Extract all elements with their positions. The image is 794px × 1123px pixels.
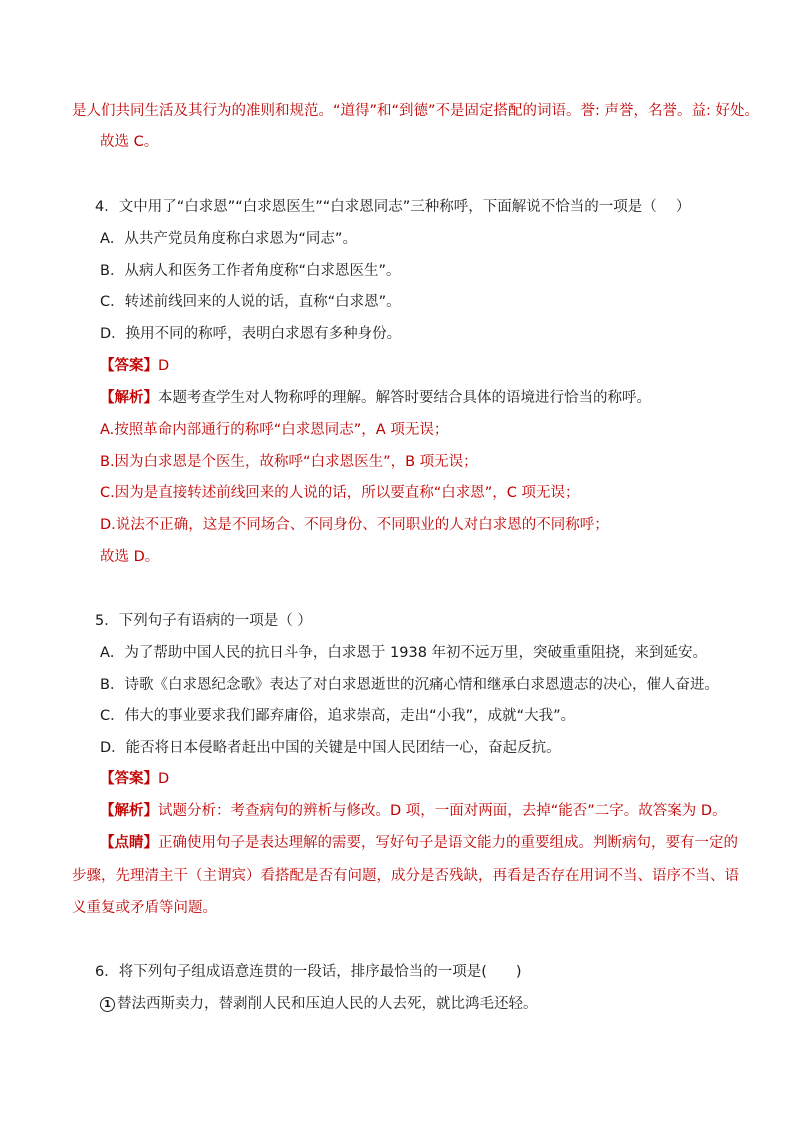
circled-number-1: 1 bbox=[100, 997, 115, 1012]
q4-analysis-text: 本题考查学生对人物称呼的理解。解答时要结合具体的语境进行恰当的称呼。 bbox=[158, 390, 651, 406]
q5-tip-text-1: 正确使用句子是表达理解的需要，写好句子是语文能力的重要组成。判断病句，要有一定的 bbox=[158, 835, 738, 851]
q4-explain-b: B.因为白求恩是个医生，故称呼“白求恩医生”，B 项无误； bbox=[100, 454, 478, 470]
q5-option-d: D．能否将日本侵略者赶出中国的关键是中国人民团结一心，奋起反抗。 bbox=[100, 740, 561, 756]
q4-explain-a: A.按照革命内部通行的称呼“白求恩同志”，A 项无误； bbox=[100, 422, 449, 438]
answer-tag: 【答案】 bbox=[100, 771, 158, 787]
analysis-tag: 【解析】 bbox=[100, 803, 158, 819]
q5-answer-value: D bbox=[158, 771, 170, 787]
q5-tip-line-1 bbox=[100, 833, 738, 853]
q4-answer-line bbox=[100, 356, 169, 376]
answer-tag: 【答案】 bbox=[100, 358, 158, 374]
q4-answer-value: D bbox=[158, 358, 170, 374]
q5-stem: 5．下列句子有语病的一项是（ ） bbox=[95, 613, 312, 629]
q5-option-b: B．诗歌《白求恩纪念歌》表达了对白求恩逝世的沉痛心情和继承白求恩遗志的决心，催人奋进。 bbox=[100, 677, 719, 693]
q6-item-1-text: 替法西斯卖力，替剥削人民和压迫人民的人去死，就比鸿毛还轻。 bbox=[117, 996, 538, 1012]
analysis-tag: 【解析】 bbox=[100, 390, 158, 406]
tip-tag: 【点睛】 bbox=[100, 835, 158, 851]
q4-option-d: D．换用不同的称呼，表明白求恩有多种身份。 bbox=[100, 326, 402, 342]
q4-stem: 4．文中用了“白求恩”“白求恩医生”“白求恩同志”三种称呼，下面解说不恰当的一项是（ ） bbox=[95, 199, 691, 215]
q5-analysis-text: 试题分析：考查病句的辨析与修改。D 项，一面对两面，去掉“能否”二字。故答案为 D。 bbox=[158, 803, 727, 819]
q4-option-a: A．从共产党员角度称白求恩为“同志”。 bbox=[100, 231, 357, 247]
q4-option-b: B．从病人和医务工作者角度称“白求恩医生”。 bbox=[100, 263, 401, 279]
q6-item-1 bbox=[100, 994, 538, 1014]
q5-option-a: A．为了帮助中国人民的抗日斗争，白求恩于 1938 年初不远万里，突破重重阻挠，来到延安。 bbox=[100, 645, 708, 661]
q4-choose-line: 故选 D。 bbox=[100, 549, 160, 565]
q4-analysis-line bbox=[100, 388, 651, 408]
q5-tip-line-3: 义重复或矛盾等问题。 bbox=[72, 900, 217, 916]
q5-analysis-line bbox=[100, 801, 727, 821]
q4-explain-c: C.因为是直接转述前线回来的人说的话，所以要直称“白求恩”，C 项无误； bbox=[100, 485, 580, 501]
q5-option-c: C．伟大的事业要求我们鄙弃庸俗，追求崇高，走出“小我”，成就“大我”。 bbox=[100, 708, 576, 724]
q4-explain-d: D.说法不正确，这是不同场合、不同身份、不同职业的人对白求恩的不同称呼； bbox=[100, 517, 609, 533]
q5-answer-line bbox=[100, 769, 169, 789]
continued-choose-line: 故选 C。 bbox=[100, 134, 159, 150]
q6-stem: 6．将下列句子组成语意连贯的一段话，排序最恰当的一项是( ) bbox=[95, 964, 522, 980]
continued-analysis-line: 是人们共同生活及其行为的准则和规范。“道得”和“到德”不是固定搭配的词语。誉: 声誉，名誉。益: 好处。 bbox=[72, 103, 760, 119]
q4-option-c: C．转述前线回来的人说的话，直称“白求恩”。 bbox=[100, 294, 401, 310]
q5-tip-line-2: 步骤，先理清主干（主谓宾）看搭配是否有问题，成分是否残缺，再看是否存在用词不当、语序不当、语 bbox=[72, 868, 739, 884]
